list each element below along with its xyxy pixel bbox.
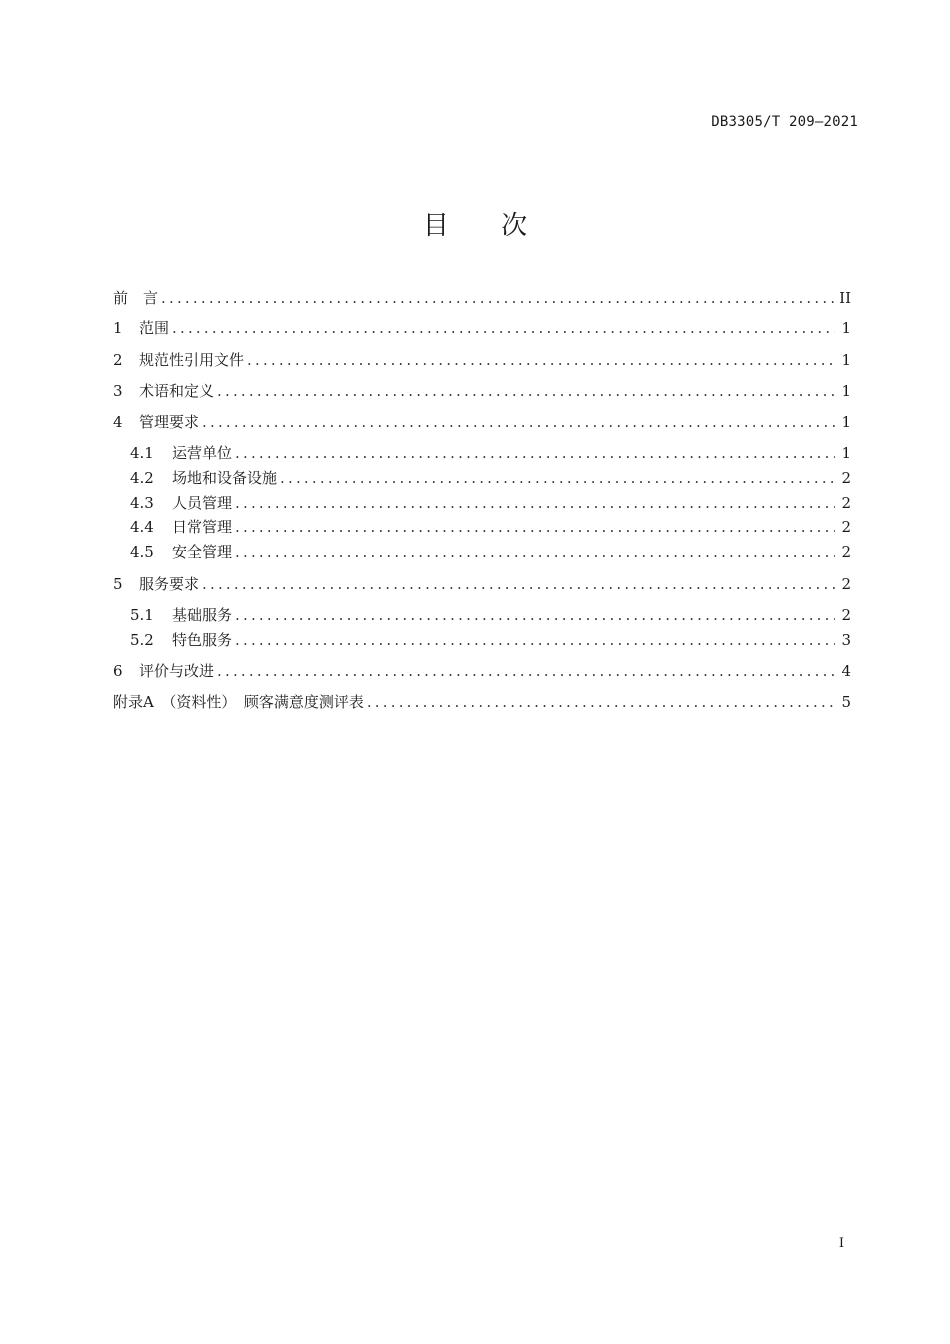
toc-entry-page: 2 (841, 469, 851, 487)
page-title: 目 次 (422, 211, 550, 241)
toc-entry-number: 4.4 (130, 518, 154, 536)
toc-dot-leader (235, 516, 835, 538)
toc-entry-foreword[interactable] (113, 287, 851, 309)
toc-entry-number: 4.3 (130, 494, 154, 512)
toc-entry-label: 特色服务 (172, 631, 233, 649)
toc-dot-leader (235, 604, 835, 626)
toc-dot-leader (280, 467, 835, 489)
toc-entry-number: 2 (113, 351, 123, 369)
toc-dot-leader (202, 411, 835, 433)
toc-entry-5[interactable] (113, 573, 851, 595)
toc-entry-page: 1 (841, 351, 851, 369)
toc-dot-leader (217, 660, 835, 682)
toc-entry-page: 1 (841, 444, 851, 462)
toc-dot-leader (367, 691, 835, 713)
toc-entry-page: II (839, 289, 851, 307)
toc-entry-label: 运营单位 (172, 444, 233, 462)
toc-entry-label: 规范性引用文件 (139, 351, 245, 369)
standard-code: DB3305/T 209—2021 (711, 114, 858, 130)
toc-entry-number: 5.2 (130, 631, 154, 649)
toc-dot-leader (202, 573, 835, 595)
toc-dot-leader (235, 492, 835, 514)
toc-dot-leader (161, 287, 835, 309)
toc-entry-2[interactable] (113, 349, 851, 371)
toc-entry-6[interactable] (113, 660, 851, 682)
toc-entry-4-4[interactable] (113, 516, 851, 538)
toc-entry-label: 场地和设备设施 (172, 469, 278, 487)
toc-entry-number: 4 (113, 413, 123, 431)
toc-entry-number: 5 (113, 575, 123, 593)
toc-entry-number: 3 (113, 382, 123, 400)
toc-entry-page: 2 (841, 606, 851, 624)
toc-entry-number: 1 (113, 319, 123, 337)
toc-entry-label: 安全管理 (172, 543, 233, 561)
toc-entry-4[interactable] (113, 411, 851, 433)
toc-entry-4-3[interactable] (113, 492, 851, 514)
table-of-contents (113, 0, 851, 1344)
toc-entry-label: 前 言 (113, 289, 159, 307)
toc-entry-page: 3 (841, 631, 851, 649)
toc-entry-label: 范围 (139, 319, 170, 337)
toc-entry-3[interactable] (113, 380, 851, 402)
toc-entry-page: 4 (841, 662, 851, 680)
toc-entry-4-2[interactable] (113, 467, 851, 489)
toc-entry-1[interactable] (113, 317, 851, 339)
toc-entry-5-1[interactable] (113, 604, 851, 626)
toc-dot-leader (235, 442, 835, 464)
toc-entry-page: 1 (841, 382, 851, 400)
toc-entry-number: 6 (113, 662, 123, 680)
toc-entry-number: 4.5 (130, 543, 154, 561)
toc-entry-label: 附录A （资料性） 顾客满意度测评表 (113, 693, 364, 711)
toc-dot-leader (247, 349, 835, 371)
toc-dot-leader (235, 629, 835, 651)
toc-entry-page: 2 (841, 518, 851, 536)
toc-entry-label: 管理要求 (139, 413, 200, 431)
toc-entry-4-1[interactable] (113, 442, 851, 464)
toc-entry-page: 2 (841, 543, 851, 561)
toc-dot-leader (172, 317, 835, 339)
toc-entry-page: 1 (841, 413, 851, 431)
toc-entry-label: 基础服务 (172, 606, 233, 624)
toc-entry-label: 服务要求 (139, 575, 200, 593)
toc-entry-appendix-a[interactable] (113, 691, 851, 713)
page-number: I (838, 1236, 844, 1251)
toc-entry-5-2[interactable] (113, 629, 851, 651)
toc-entry-page: 2 (841, 494, 851, 512)
toc-entry-number: 5.1 (130, 606, 154, 624)
toc-entry-page: 2 (841, 575, 851, 593)
toc-entry-label: 日常管理 (172, 518, 233, 536)
toc-entry-label: 人员管理 (172, 494, 233, 512)
toc-dot-leader (235, 541, 835, 563)
toc-entry-4-5[interactable] (113, 541, 851, 563)
toc-entry-page: 1 (841, 319, 851, 337)
toc-entry-page: 5 (841, 693, 851, 711)
toc-entry-label: 术语和定义 (139, 382, 215, 400)
toc-entry-number: 4.2 (130, 469, 154, 487)
toc-dot-leader (217, 380, 835, 402)
toc-entry-label: 评价与改进 (139, 662, 215, 680)
toc-entry-number: 4.1 (130, 444, 154, 462)
